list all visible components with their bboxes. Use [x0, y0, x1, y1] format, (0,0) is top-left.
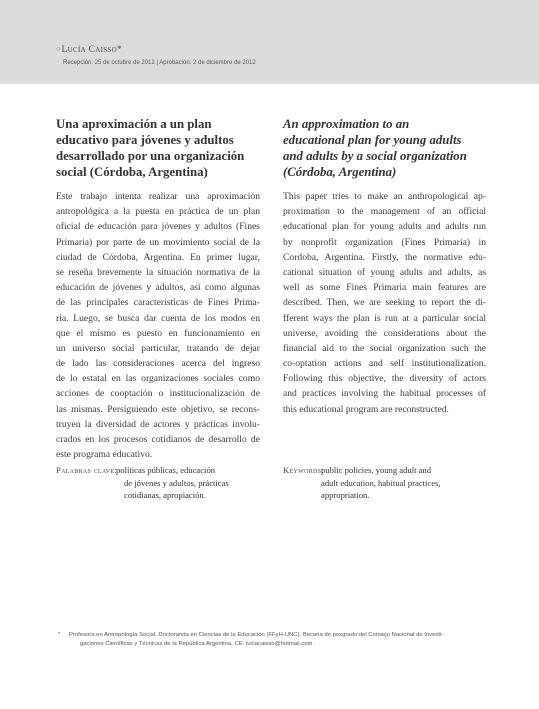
keywords-list: [116, 464, 229, 502]
header-band: [0, 0, 539, 84]
abstract-line: well as some Fines Primaria main features are: [283, 282, 486, 294]
abstract-line: Este trabajo intenta realizar una aproximación: [56, 191, 260, 202]
abstract-line: ria. Luego, se busca dar cuenta de los modos en: [56, 312, 260, 324]
abstract-line: truyen la diversidad de actores y prácticas involu-: [56, 418, 260, 430]
spanish-title-line: Una aproximación a un plan: [56, 117, 212, 131]
abstract-line: cational situation of young adults and adults, as: [283, 266, 486, 278]
author-bullet: ○: [56, 45, 61, 53]
keyword-line: appropriation.: [321, 490, 370, 501]
abstract-line: and practices involving the habitual processes of: [283, 388, 486, 400]
english-title-line: (Córdoba, Argentina): [283, 165, 397, 179]
abstract-line: ciudad de Córdoba, Argentina. En primer lugar,: [56, 251, 260, 263]
abstract-line: proximation to the management of an official: [283, 206, 486, 218]
abstract-line: financial aid to the social organization such the: [283, 342, 486, 354]
keywords-label: Palabras clave:: [56, 465, 118, 475]
abstract-line: este programa educativo.: [56, 449, 153, 461]
footnote-line: gaciones Científicas y Técnicas de la República Argentina. CE: luciacaisso@hotmail.com .: [80, 641, 316, 647]
footnote-mark: *: [58, 632, 61, 638]
author-name-text: Lucía Caisso*: [61, 45, 123, 55]
spanish-title: [56, 116, 260, 180]
abstract-line: antropológica a la puesta en práctica de un plan: [56, 206, 260, 218]
english-title-line: educational plan for young adults: [283, 133, 462, 147]
abstract-line: educación de jóvenes y adultos, así como algunas: [56, 282, 260, 294]
spanish-column: [56, 116, 260, 462]
keyword-line: cotidianas, apropiación.: [124, 490, 206, 501]
abstract-line: un universo social particular, tratando de dejar: [56, 342, 260, 354]
english-title-line: An approximation to an: [283, 117, 410, 131]
abstract-line: universe, avoiding the considerations about the: [283, 327, 486, 339]
keywords-list: [321, 464, 441, 502]
keyword-line: de jóvenes y adultos, prácticas: [124, 477, 229, 488]
english-title-line: and adults by a social organization: [283, 149, 467, 163]
abstract-line: de lado las consideraciones acerca del ingreso: [56, 358, 260, 370]
english-title: [283, 116, 486, 180]
english-abstract: [283, 189, 486, 417]
keywords-label: Keywords:: [283, 465, 324, 475]
keyword-line: public policies, young adult and: [321, 465, 432, 475]
spanish-title-line: social (Córdoba, Argentina): [56, 165, 208, 179]
abstract-line: Cordoba, Argentina. Firstly, the normative edu-: [283, 251, 486, 263]
footnote: [58, 631, 498, 649]
english-column: [283, 116, 486, 417]
spanish-title-line: desarrollado por una organización: [56, 149, 245, 163]
abstract-line: This paper tries to make an anthropological ap-: [283, 191, 486, 202]
abstract-line: Following this objective, the diversity of actors: [283, 373, 486, 385]
abstract-line: se reseña brevemente la situación normativa de la: [56, 266, 260, 278]
abstract-line: las mismas. Persiguiendo este objetivo, se recons-: [56, 403, 260, 415]
keyword-line: políticas públicas, educación: [116, 465, 216, 475]
abstract-line: educational plan for young adults and adults run: [283, 221, 486, 233]
abstract-line: acciones de cooptación o institucionalización de: [56, 388, 260, 400]
reception-dates: Recepción: 25 de octubre de 2012 | Aprobación: 2 de diciembre de 2012: [63, 60, 256, 66]
abstract-line: Primaria) por parte de un movimiento social de la: [56, 236, 260, 248]
abstract-line: oficial de educación para jóvenes y adultos (Fines: [56, 221, 260, 233]
abstract-line: this educational program are reconstructed.: [283, 403, 449, 415]
keyword-line: adult education, habitual practices,: [321, 477, 441, 488]
abstract-line: que el mismo es puesto en funcionamiento en: [56, 327, 260, 339]
abstract-line: co-optation actions and self institutionalization.: [283, 358, 486, 370]
spanish-abstract: [56, 189, 260, 462]
abstract-line: crados en los procesos cotidianos de desarrollo de: [56, 434, 260, 445]
abstract-line: fferent ways the plan is run at a particular social: [283, 312, 486, 324]
abstract-line: by nonprofit organization (Fines Primaria) in: [283, 236, 486, 248]
author-name: [56, 45, 122, 55]
abstract-line: de las principales características de Fines Prima-: [56, 297, 260, 309]
footnote-line: Profesora en Antropología Social. Doctoranda en Ciencias de la Educación (FFyH-UNC). Becaria de posgrado del Consejo Nacional de Investi-: [69, 632, 444, 638]
abstract-line: described. Then, we are seeking to report the di-: [283, 297, 486, 309]
abstract-line: de lo estatal en las organizaciones sociales como: [56, 373, 260, 385]
spanish-title-line: educativo para jóvenes y adultos: [56, 133, 234, 147]
